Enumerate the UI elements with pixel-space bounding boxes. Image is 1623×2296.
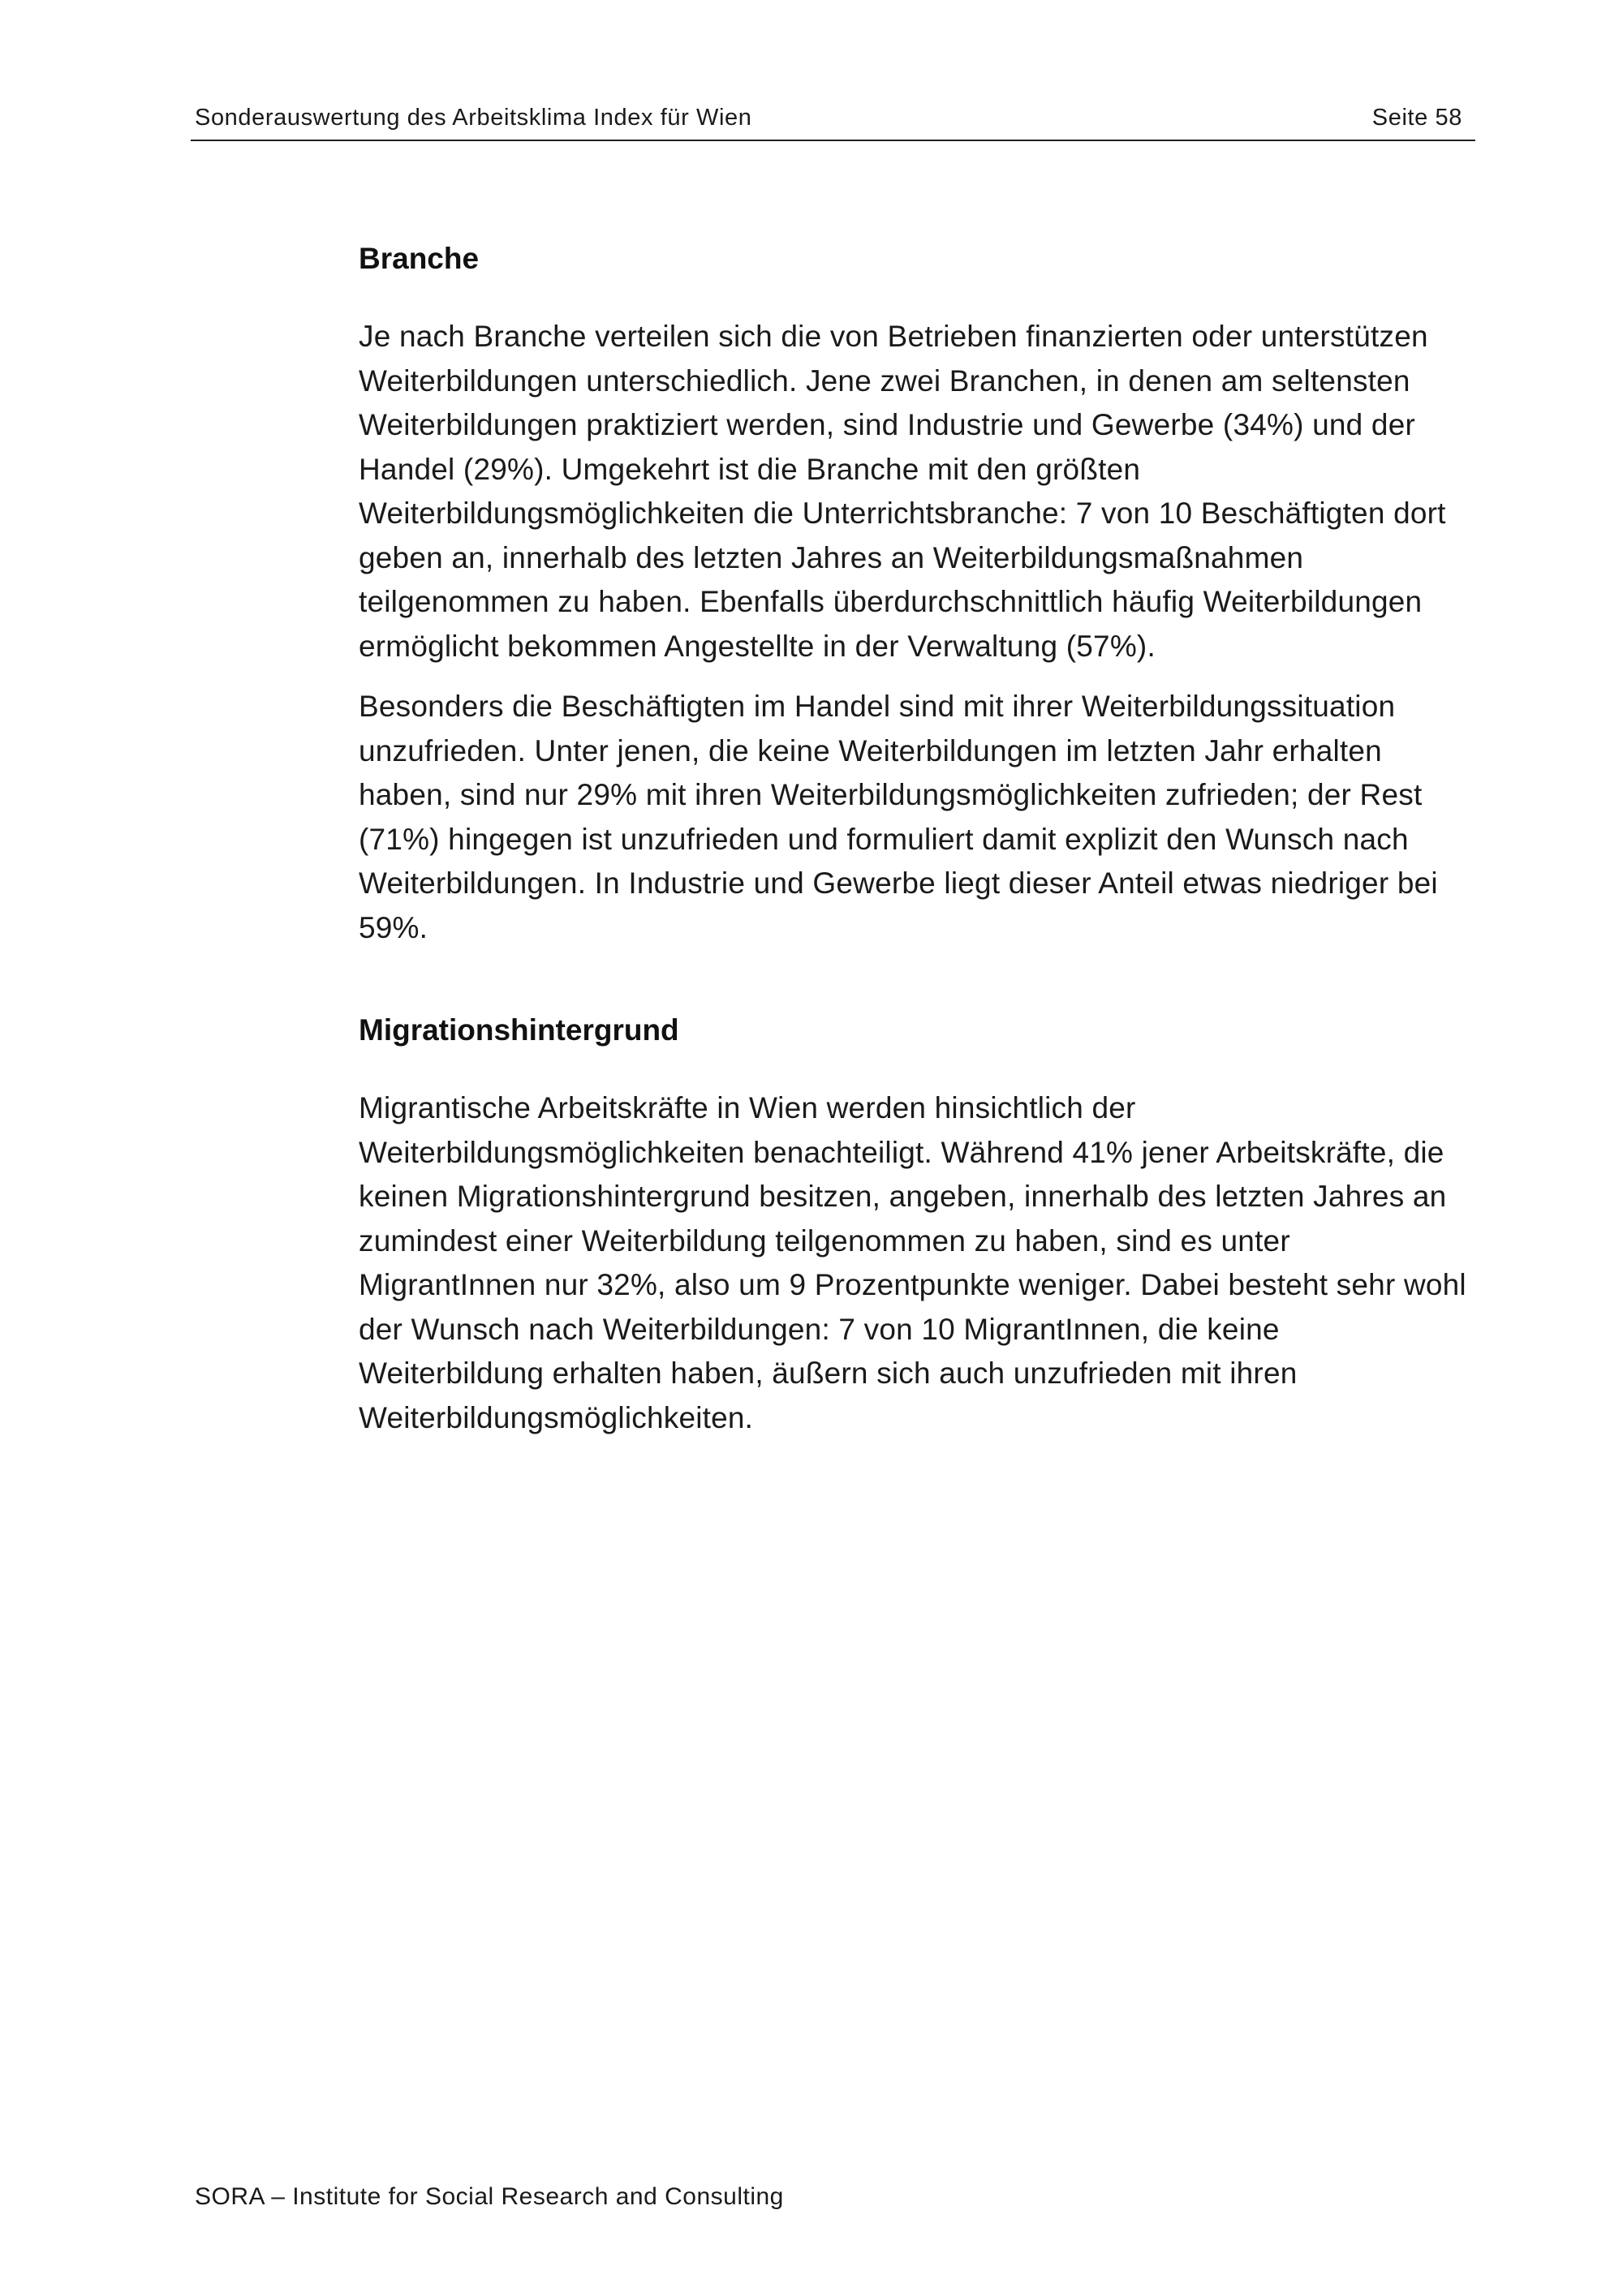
paragraph: Besonders die Beschäftigten im Handel sind mit ihrer Weiterbildungssituation unzufrieden. Unter jenen, die keine Weiterbildungen im letzten Jahr erhalten haben, sind nur 29% mit ihren Weiterbildungsmöglichkeiten zufrieden; der Rest (71%) hingegen ist unzufrieden und formuliert damit explizit den Wunsch nach Weiterbildungen. In Industrie und Gewerbe liegt dieser Anteil etwas niedriger bei 59%. — [359, 690, 1438, 944]
section-heading: Branche — [359, 242, 480, 275]
running-footer: SORA – Institute for Social Research and Consulting — [195, 2183, 784, 2210]
running-header — [191, 104, 1475, 141]
paragraph: Migrantische Arbeitskräfte in Wien werden hinsichtlich der Weiterbildungsmöglichkeiten benachteiligt. Während 41% jener Arbeitskräfte, die keinen Migrationshintergrund besitzen, angeben, innerhalb des letzten Jahres an zumindest einer Weiterbildung teilgenommen zu haben, sind es unter MigrantInnen nur 32%, also um 9 Prozentpunkte weniger. Dabei besteht sehr wohl der Wunsch nach Weiterbildungen: 7 von 10 MigrantInnen, die keine Weiterbildung erhalten haben, äußern sich auch unzufrieden mit ihren Weiterbildungsmöglichkeiten. — [359, 1091, 1466, 1434]
page-number: Seite 58 — [1371, 105, 1462, 131]
section-branche — [359, 235, 1470, 950]
document-title: Sonderauswertung des Arbeitsklima Index für Wien — [195, 105, 752, 131]
section-heading: Migrationshintergrund — [359, 1013, 679, 1047]
section-migrationshintergrund — [359, 1007, 1470, 1440]
main-content — [359, 235, 1470, 1440]
paragraph: Je nach Branche verteilen sich die von Betrieben finanzierten oder unterstützen Weiterbildungen unterschiedlich. Jene zwei Branchen, in denen am seltensten Weiterbildungen praktiziert werden, sind Industrie und Gewerbe (34%) und der Handel (29%). Umgekehrt ist die Branche mit den größten Weiterbildungsmöglichkeiten die Unterrichtsbranche: 7 von 10 Beschäftigten dort geben an, innerhalb des letzten Jahres an Weiterbildungsmaßnahmen teilgenommen zu haben. Ebenfalls überdurchschnittlich häufig Weiterbildungen ermöglicht bekommen Angestellte in der Verwaltung (57%). — [359, 320, 1446, 663]
